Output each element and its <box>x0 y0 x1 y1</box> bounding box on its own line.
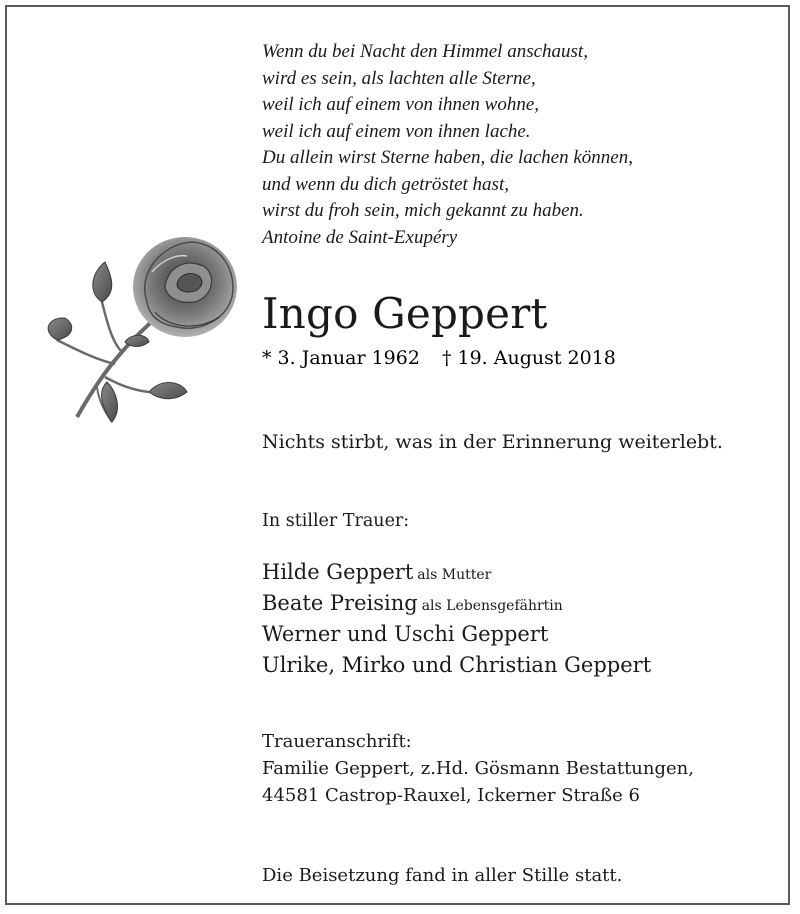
poem-line: wirst du froh sein, mich gekannt zu haben. <box>262 200 584 221</box>
poem-line: weil ich auf einem von ihnen wohne, <box>262 94 540 115</box>
death-date: † 19. August 2018 <box>441 347 616 369</box>
memorial-quote: Nichts stirbt, was in der Erinnerung weiterlebt. <box>262 431 723 453</box>
birth-date: * 3. Januar 1962 <box>262 347 420 369</box>
mourning-address <box>262 728 694 809</box>
poem <box>262 39 782 251</box>
life-dates <box>262 347 616 370</box>
mourning-intro: In stiller Trauer: <box>262 511 410 531</box>
mourner-relation: als Mutter <box>417 567 492 583</box>
address-label: Traueranschrift: <box>262 731 412 752</box>
mourner-name: Beate Preising <box>262 591 418 615</box>
address-line-2: 44581 Castrop-Rauxel, Ickerner Straße 6 <box>262 785 640 806</box>
poem-line: Du allein wirst Sterne haben, die lachen können, <box>262 147 633 168</box>
mourner-name: Hilde Geppert <box>262 560 414 584</box>
mourner-name: Ulrike, Mirko und Christian Geppert <box>262 653 652 677</box>
mourner-relation: als Lebensgefährtin <box>421 598 563 614</box>
deceased-name: Ingo Geppert <box>262 289 548 338</box>
closing-note: Die Beisetzung fand in aller Stille statt. <box>262 865 623 886</box>
poem-author: Antoine de Saint-Exupéry <box>262 226 458 248</box>
mourner-entry <box>262 653 651 684</box>
poem-line: und wenn du dich getröstet hast, <box>262 173 509 195</box>
mourner-name: Werner und Uschi Geppert <box>262 622 549 646</box>
poem-line: weil ich auf einem von ihnen lache. <box>262 120 531 142</box>
poem-line: Wenn du bei Nacht den Himmel anschaust, <box>262 41 588 62</box>
mourner-entry <box>262 622 651 653</box>
obituary-card <box>5 5 790 905</box>
mourner-entry <box>262 591 651 622</box>
mourner-entry <box>262 560 651 591</box>
mourner-list <box>262 560 651 684</box>
address-line-1: Familie Geppert, z.Hd. Gösmann Bestattungen, <box>262 758 694 779</box>
poem-line: wird es sein, als lachten alle Sterne, <box>262 67 536 89</box>
rose-icon <box>37 232 252 447</box>
